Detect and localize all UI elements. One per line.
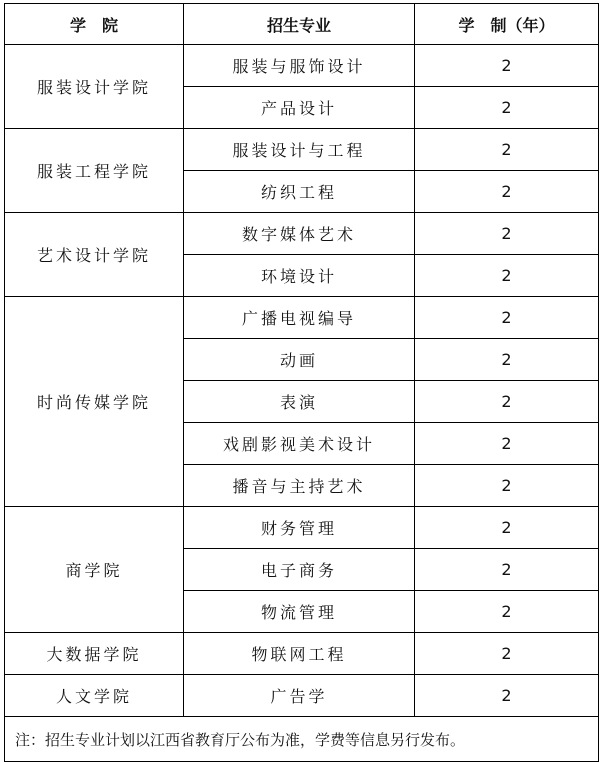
duration-cell: 2 [415, 213, 599, 255]
major-cell: 财务管理 [184, 507, 415, 549]
table-row [5, 129, 599, 171]
duration-cell: 2 [415, 87, 599, 129]
duration-cell: 2 [415, 129, 599, 171]
duration-cell: 2 [415, 171, 599, 213]
college-cell: 服装工程学院 [5, 129, 184, 213]
college-cell: 商学院 [5, 507, 184, 633]
duration-cell: 2 [415, 45, 599, 87]
duration-cell: 2 [415, 507, 599, 549]
major-cell: 服装设计与工程 [184, 129, 415, 171]
duration-cell: 2 [415, 255, 599, 297]
major-cell: 广播电视编导 [184, 297, 415, 339]
duration-cell: 2 [415, 591, 599, 633]
college-cell: 大数据学院 [5, 633, 184, 675]
header-row [5, 4, 599, 45]
duration-cell: 2 [415, 549, 599, 591]
footnote: 注：招生专业计划以江西省教育厅公布为准，学费等信息另行发布。 [5, 717, 599, 762]
enrollment-table [4, 3, 599, 762]
duration-cell: 2 [415, 381, 599, 423]
header-duration: 学 制（年） [415, 4, 599, 45]
major-cell: 广告学 [184, 675, 415, 717]
note-row [5, 717, 599, 762]
major-cell: 数字媒体艺术 [184, 213, 415, 255]
duration-cell: 2 [415, 297, 599, 339]
table-row [5, 213, 599, 255]
enrollment-table-container [4, 3, 599, 762]
major-cell: 表演 [184, 381, 415, 423]
table-row [5, 675, 599, 717]
header-major: 招生专业 [184, 4, 415, 45]
college-cell: 艺术设计学院 [5, 213, 184, 297]
table-row [5, 45, 599, 87]
major-cell: 环境设计 [184, 255, 415, 297]
major-cell: 播音与主持艺术 [184, 465, 415, 507]
major-cell: 物联网工程 [184, 633, 415, 675]
major-cell: 纺织工程 [184, 171, 415, 213]
duration-cell: 2 [415, 465, 599, 507]
college-cell: 人文学院 [5, 675, 184, 717]
duration-cell: 2 [415, 423, 599, 465]
college-cell: 服装设计学院 [5, 45, 184, 129]
major-cell: 电子商务 [184, 549, 415, 591]
table-row [5, 633, 599, 675]
duration-cell: 2 [415, 675, 599, 717]
college-cell: 时尚传媒学院 [5, 297, 184, 507]
major-cell: 服装与服饰设计 [184, 45, 415, 87]
header-college: 学 院 [5, 4, 184, 45]
duration-cell: 2 [415, 633, 599, 675]
major-cell: 动画 [184, 339, 415, 381]
table-row [5, 297, 599, 339]
table-row [5, 507, 599, 549]
major-cell: 戏剧影视美术设计 [184, 423, 415, 465]
major-cell: 产品设计 [184, 87, 415, 129]
duration-cell: 2 [415, 339, 599, 381]
major-cell: 物流管理 [184, 591, 415, 633]
